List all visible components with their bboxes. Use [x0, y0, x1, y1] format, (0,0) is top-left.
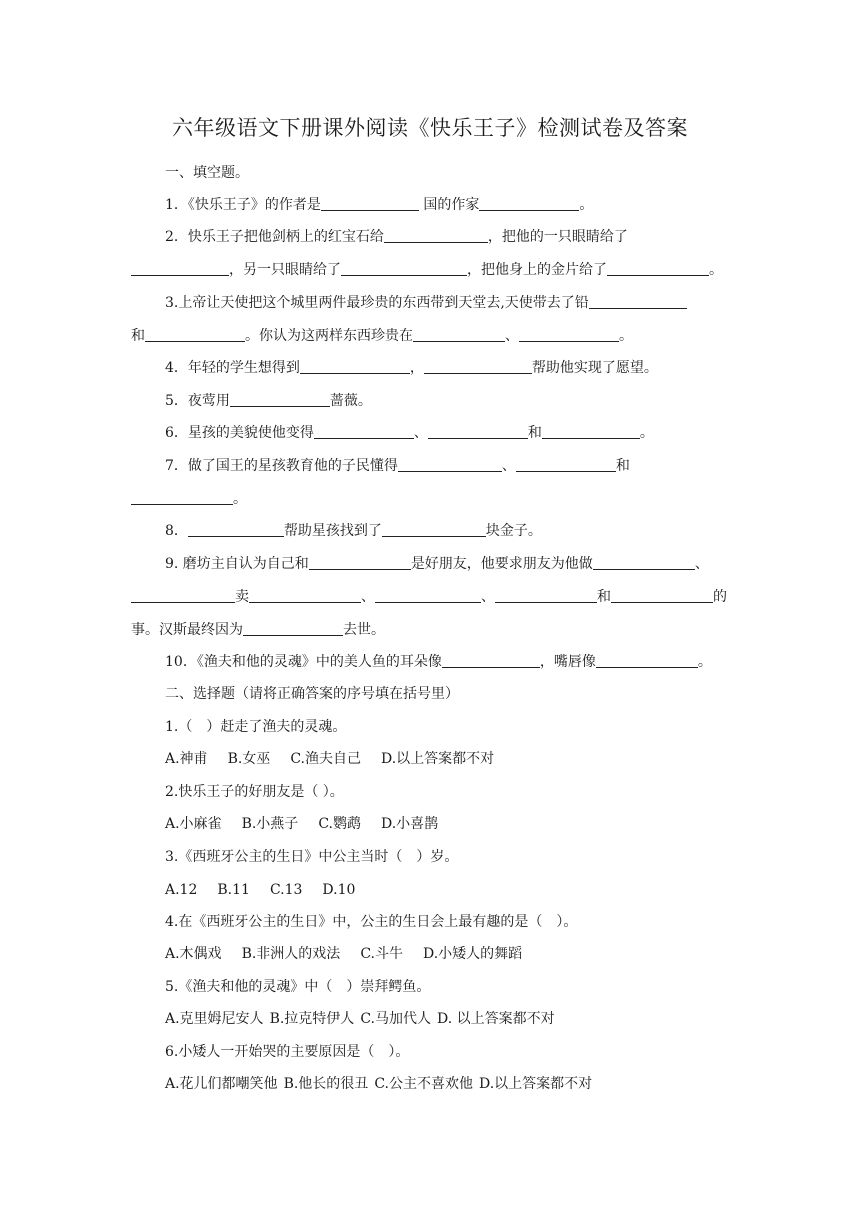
question-text: 。: [233, 491, 247, 507]
answer-blank[interactable]: [442, 653, 540, 668]
question-text: 、: [694, 556, 709, 572]
mc-question-6: 6.小矮人一开始哭的主要原因是（ ）。: [165, 1044, 410, 1060]
question-3-cont: [131, 325, 633, 347]
option-d[interactable]: D.以上答案都不对: [380, 751, 495, 767]
answer-blank[interactable]: [145, 327, 245, 342]
answer-blank[interactable]: [542, 424, 640, 439]
question-text: 7．做了国王的星孩教育他的子民懂得: [165, 458, 398, 474]
question-2-cont: [131, 259, 723, 281]
question-text: ，嘴唇像: [539, 654, 596, 670]
mc-options-1: [165, 748, 514, 770]
question-1: [165, 194, 593, 216]
mc-options-2: [165, 813, 458, 835]
option-c[interactable]: C.公主不喜欢他: [374, 1076, 473, 1092]
answer-blank[interactable]: [413, 327, 505, 342]
question-text: 。: [697, 654, 712, 670]
answer-blank[interactable]: [300, 359, 410, 374]
question-9-cont: [131, 586, 727, 608]
question-text: 8．: [165, 523, 188, 539]
question-6: [165, 422, 654, 444]
question-text: ，: [409, 360, 424, 376]
option-a[interactable]: A.木偶戏: [165, 946, 222, 962]
question-text: 和: [615, 458, 630, 474]
question-5: [165, 390, 372, 412]
question-text: 、: [361, 589, 375, 605]
question-7: [165, 455, 630, 477]
question-2: [165, 226, 628, 248]
mc-question-1: 1.（ ）赶走了渔夫的灵魂。: [165, 719, 347, 735]
question-text: 和: [597, 589, 611, 605]
option-a[interactable]: A.小麻雀: [165, 816, 222, 832]
question-text: 国的作家: [423, 197, 480, 213]
question-text: 2．快乐王子把他剑柄上的红宝石给: [165, 229, 384, 245]
question-text: 3.上帝让天使把这个城里两件最珍贵的东西带到天堂去,天使带去了铅: [165, 295, 589, 311]
question-text: 事。汉斯最终因为: [131, 622, 243, 638]
answer-blank[interactable]: [424, 359, 532, 374]
question-text: 、: [505, 328, 519, 344]
question-text: 块金子。: [485, 523, 542, 539]
question-text: 是好朋友，他要求朋友为他做: [410, 556, 593, 572]
answer-blank[interactable]: [243, 621, 343, 636]
option-d[interactable]: D.10: [322, 882, 356, 898]
question-text: 的: [713, 589, 727, 605]
question-4: [165, 357, 658, 379]
mc-options-6: [165, 1073, 598, 1095]
question-text: 10．《渔夫和他的灵魂》中的美人鱼的耳朵像: [165, 654, 442, 670]
answer-blank[interactable]: [131, 588, 235, 603]
answer-blank[interactable]: [611, 588, 713, 603]
page-title: 六年级语文下册课外阅读《快乐王子》检测试卷及答案: [172, 116, 688, 140]
question-text: 、: [481, 589, 495, 605]
question-text: 。你认为这两样东西珍贵在: [245, 328, 413, 344]
option-b[interactable]: B.非洲人的戏法: [241, 946, 341, 962]
question-text: ，另一只眼睛给了: [229, 262, 341, 278]
answer-blank[interactable]: [519, 327, 619, 342]
answer-blank[interactable]: [321, 196, 419, 211]
question-10: [165, 651, 712, 673]
question-text: 。: [579, 197, 594, 213]
question-text: 卖: [235, 589, 249, 605]
question-text: 去世。: [343, 622, 385, 638]
mc-question-3: 3.《西班牙公主的生日》中公主当时（ ）岁。: [165, 849, 459, 865]
option-d[interactable]: D.以上答案都不对: [478, 1076, 593, 1092]
answer-blank[interactable]: [596, 653, 698, 668]
option-a[interactable]: A.克里姆尼安人: [165, 1011, 264, 1027]
question-9: [165, 553, 709, 575]
answer-blank[interactable]: [589, 294, 687, 309]
option-d[interactable]: D.小喜鹊: [380, 816, 439, 832]
section-heading-multiple-choice: 二、选择题（请将正确答案的序号填在括号里）: [165, 686, 459, 702]
option-b[interactable]: B.11: [217, 882, 250, 898]
question-text: 9. 磨坊主自认为自己和: [165, 556, 309, 572]
answer-blank[interactable]: [495, 588, 597, 603]
question-text: 和: [131, 328, 145, 344]
answer-blank[interactable]: [131, 261, 229, 276]
answer-blank[interactable]: [479, 196, 579, 211]
mc-question-4: 4.在《西班牙公主的生日》中，公主的生日会上最有趣的是（ ）。: [165, 914, 578, 930]
option-c[interactable]: C.13: [269, 882, 303, 898]
question-text: 6．星孩的美貌使他变得: [165, 425, 314, 441]
question-text: 、: [501, 458, 516, 474]
question-text: ，把他的一只眼睛给了: [487, 229, 628, 245]
mc-question-5: 5.《渔夫和他的灵魂》中（ ）崇拜鳄鱼。: [165, 979, 431, 995]
answer-blank[interactable]: [249, 588, 361, 603]
question-text: 。: [639, 425, 654, 441]
answer-blank[interactable]: [516, 457, 616, 472]
answer-blank[interactable]: [309, 555, 411, 570]
answer-blank[interactable]: [314, 424, 414, 439]
question-text: 蔷薇。: [329, 393, 372, 409]
answer-blank[interactable]: [341, 261, 467, 276]
answer-blank[interactable]: [188, 522, 284, 537]
answer-blank[interactable]: [375, 588, 481, 603]
mc-options-5: [165, 1008, 561, 1030]
question-text: 。: [709, 262, 723, 278]
question-text: ，把他身上的金片给了: [467, 262, 607, 278]
answer-blank[interactable]: [607, 261, 709, 276]
question-text: 。: [619, 328, 633, 344]
question-9-cont-2: [131, 619, 385, 641]
option-b[interactable]: B.他长的很丑: [283, 1076, 369, 1092]
mc-question-2: 2.快乐王子的好朋友是（ ）。: [165, 784, 344, 800]
option-a[interactable]: A.花儿们都嘲笑他: [165, 1076, 278, 1092]
answer-blank[interactable]: [131, 490, 233, 505]
option-c[interactable]: C.渔夫自己: [290, 751, 361, 767]
question-text: 帮助星孩找到了: [283, 523, 382, 539]
option-a[interactable]: A.12: [165, 882, 198, 898]
question-text: 和: [527, 425, 542, 441]
answer-blank[interactable]: [398, 457, 502, 472]
answer-blank[interactable]: [428, 424, 528, 439]
question-text: 4．年轻的学生想得到: [165, 360, 300, 376]
option-b[interactable]: B.女巫: [227, 751, 271, 767]
question-text: 帮助他实现了愿望。: [531, 360, 658, 376]
section-heading-fill-in: 一、填空题。: [165, 165, 249, 181]
answer-blank[interactable]: [593, 555, 695, 570]
option-a[interactable]: A.神甫: [165, 751, 208, 767]
option-b[interactable]: B.小燕子: [241, 816, 299, 832]
question-text: 、: [413, 425, 428, 441]
question-8: [165, 520, 542, 542]
question-text: 1．《快乐王子》的作者是: [165, 197, 321, 213]
option-d[interactable]: D.小矮人的舞蹈: [422, 946, 523, 962]
question-7-cont: [131, 488, 247, 510]
option-b[interactable]: B.拉克特伊人: [269, 1011, 355, 1027]
option-c[interactable]: C.马加代人: [360, 1011, 431, 1027]
mc-options-3: [165, 879, 375, 901]
answer-blank[interactable]: [382, 522, 486, 537]
question-3: [165, 292, 687, 314]
answer-blank[interactable]: [384, 228, 488, 243]
answer-blank[interactable]: [230, 392, 330, 407]
option-c[interactable]: C.斗牛: [360, 946, 403, 962]
mc-options-4: [165, 943, 542, 965]
option-c[interactable]: C.鹦鹉: [318, 816, 361, 832]
option-d[interactable]: D. 以上答案都不对: [436, 1011, 555, 1027]
question-text: 5．夜莺用: [165, 393, 230, 409]
